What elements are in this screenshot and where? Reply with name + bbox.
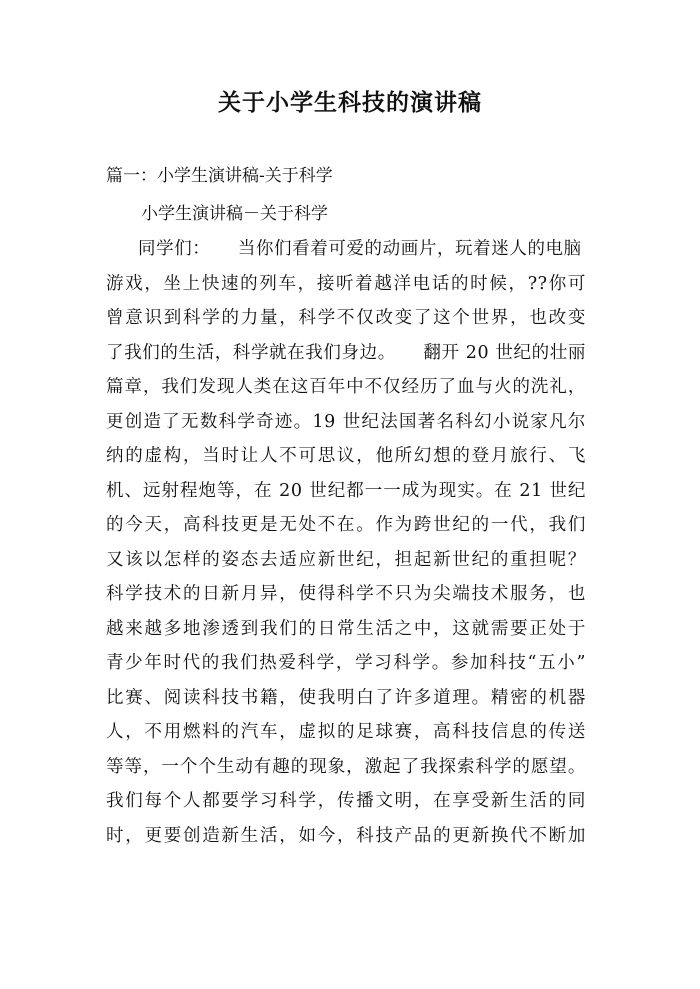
body-line: 时，更要创造新生活，如今，科技产品的更新换代不断加: [106, 825, 586, 846]
body-line: 了我们的生活，科学就在我们身边。 翻开 20 世纪的壮丽: [106, 342, 586, 363]
section-heading: 篇一：小学生演讲稿-关于科学: [106, 166, 333, 186]
body-line: 科学技术的日新月异，使得科学不只为尖端技术服务，也: [106, 584, 586, 604]
body-line: 我们每个人都要学习科学，传播文明，在享受新生活的同: [106, 791, 586, 811]
body-line: 又该以怎样的姿态去适应新世纪，担起新世纪的重担呢？: [106, 549, 586, 570]
body-line: 的今天，高科技更是无处不在。作为跨世纪的一代，我们: [106, 515, 586, 535]
body-line: 游戏，坐上快速的列车，接听着越洋电话的时候，??你可: [106, 273, 586, 294]
body-line: 青少年时代的我们热爱科学，学习科学。参加科技“五小”: [106, 653, 586, 673]
body-line: 等等，一个个生动有趣的现象，激起了我探索科学的愿望。: [106, 756, 586, 777]
body-line: 同学们： 当你们看着可爱的动画片，玩着迷人的电脑: [138, 239, 582, 259]
body-line: 更创造了无数科学奇迹。19 世纪法国著名科幻小说家凡尔: [106, 411, 586, 432]
body-line: 人，不用燃料的汽车，虚拟的足球赛，高科技信息的传送: [106, 722, 586, 742]
body-line: 机、远射程炮等，在 20 世纪都一一成为现实。在 21 世纪: [106, 480, 586, 501]
speech-subtitle: 小学生演讲稿－关于科学: [141, 204, 328, 224]
body-line: 篇章，我们发现人类在这百年中不仅经历了血与火的洗礼，: [106, 377, 586, 397]
body-line: 曾意识到科学的力量，科学不仅改变了这个世界，也改变: [106, 308, 586, 328]
body-line: 比赛、阅读科技书籍，使我明白了许多道理。精密的机器: [106, 687, 586, 708]
body-text: [106, 232, 586, 853]
body-line: 纳的虚构，当时让人不可思议，他所幻想的登月旅行、飞: [106, 446, 586, 466]
body-line: 越来越多地渗透到我们的日常生活之中，这就需要正处于: [106, 618, 586, 639]
document-title: 关于小学生科技的演讲稿: [218, 89, 482, 116]
